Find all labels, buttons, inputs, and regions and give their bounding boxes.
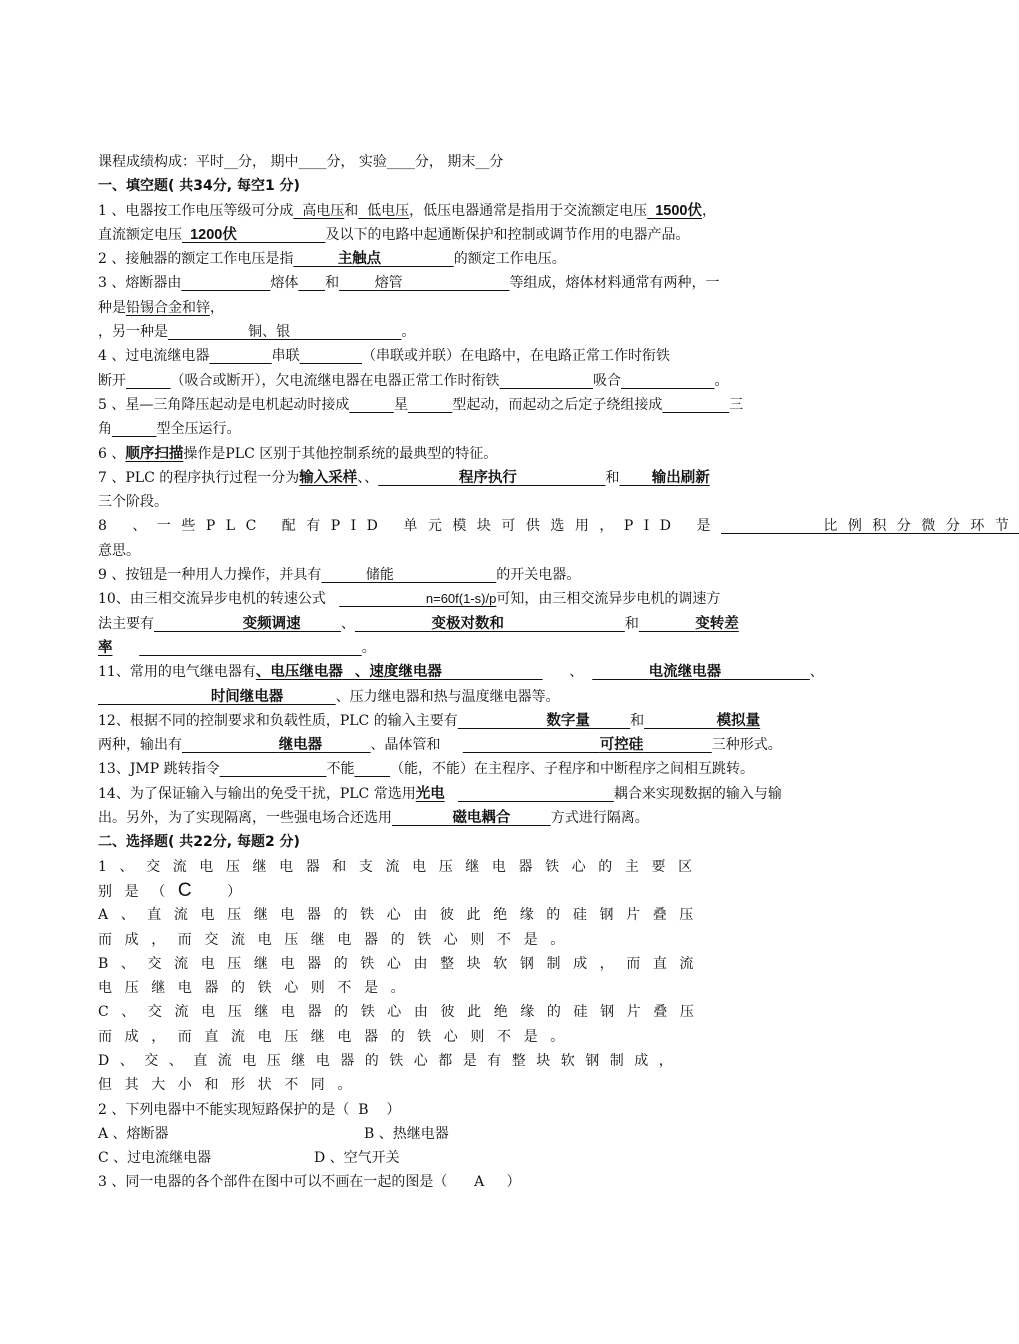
c2-question: 2 、下列电器中不能实现短路保护的是（ <box>98 1101 350 1118</box>
q3-text: 和 <box>325 275 340 292</box>
section-title: 二、选择题( 共22分, 每题2 分) <box>98 834 300 851</box>
q4-blank2 <box>126 373 171 389</box>
c1-question: 1、交流电压继电器和支流电压继电器铁心的主要区 <box>98 858 705 875</box>
q10-blank4 <box>639 616 739 632</box>
q7-text: 7 、PLC 的程序执行过程一分为 <box>98 469 300 486</box>
q5-text: 型起动，而起动之后定子绕组接成 <box>452 396 663 413</box>
c1-option-b: 电压继电器的铁心则不是。 <box>98 980 418 997</box>
c2-opts-line1 <box>98 1122 858 1146</box>
c2-q-line <box>98 1098 858 1122</box>
q12-line2 <box>98 733 858 757</box>
q1-blank2 <box>358 203 409 219</box>
q10-answer1: n=60f(1-s)/p <box>425 591 497 607</box>
grade-composition <box>98 150 858 174</box>
exam-page <box>98 150 1019 1195</box>
q1-line1 <box>98 199 858 223</box>
c1-q-line2 <box>98 879 858 903</box>
c2-option-d: D 、空气开关 <box>314 1150 400 1167</box>
q5-blank2 <box>662 397 729 413</box>
q3-text: 3 、熔断器由 <box>98 275 182 292</box>
q3-answer2: 熔管 <box>374 275 403 292</box>
q7-answer1: 输入采样 <box>299 469 358 486</box>
q1-text: 和 <box>344 202 359 219</box>
c3-answer: A <box>474 1174 485 1191</box>
q7-blank2 <box>378 470 605 486</box>
c1-option-c: 而成，而直流电压继电器的铁心则不是。 <box>98 1028 577 1045</box>
q11-line1 <box>98 660 858 684</box>
q11-blank4 <box>98 689 336 705</box>
c3-question: ） <box>506 1174 521 1191</box>
q12-blank2 <box>644 713 760 729</box>
q3-blank1b <box>298 275 325 291</box>
section-title: 一、填空题( 共34分, 每空1 分) <box>98 178 300 195</box>
c1-optB-line2 <box>98 976 858 1000</box>
q12-line1 <box>98 709 858 733</box>
q9-line <box>98 563 858 587</box>
c1-question: ） <box>227 883 242 900</box>
q9-blank <box>321 567 496 583</box>
q8-blank <box>721 518 1019 534</box>
q11-line2 <box>98 685 858 709</box>
c1-q-line1 <box>98 855 858 879</box>
q14-line2 <box>98 806 858 830</box>
q11-text: 、 <box>569 664 584 681</box>
q1-text: 1 、电器按工作电压等级可分成 <box>98 202 294 219</box>
q2-text: 的额定工作电压。 <box>453 251 566 268</box>
q4-answer1: 串联 <box>271 348 300 365</box>
q3-answer4: 铜、银 <box>248 324 291 341</box>
q10-answer4: 变转差 <box>695 615 739 632</box>
q14-answer2: 磁电耦合 <box>452 810 511 827</box>
q1-text: 直流额定电压 <box>98 226 182 243</box>
q10-blank1 <box>339 591 496 606</box>
q3-text: 。 <box>401 324 416 341</box>
q5-line1 <box>98 393 858 417</box>
q5-answer1: 星 <box>393 396 408 413</box>
c1-option-a: 而成，而交流电压继电器的铁心则不是。 <box>98 931 577 948</box>
q12-text: 和 <box>630 712 645 729</box>
q12-text: 三种形式。 <box>711 737 782 754</box>
q7-text: 三个阶段。 <box>98 494 168 511</box>
q7-answer3: 输出刷新 <box>651 469 710 486</box>
c1-optA-line2 <box>98 928 858 952</box>
q4-blank1b <box>300 348 362 364</box>
q11-blank3 <box>592 664 810 680</box>
q4-line1 <box>98 344 858 368</box>
c1-answer: C <box>177 879 192 901</box>
q11-text: 、 <box>809 664 824 681</box>
q3-line2 <box>98 296 858 320</box>
c1-option-d: 但其大小和形状不同。 <box>98 1077 364 1094</box>
q4-blank3b <box>621 373 714 389</box>
q12-blank3 <box>182 737 371 753</box>
q10-answer2: 变频调速 <box>242 615 301 632</box>
q6-text: 6 、 <box>98 445 126 462</box>
c2-option-b: B 、热继电器 <box>364 1125 449 1142</box>
q7-answer2: 程序执行 <box>458 469 517 486</box>
c2-option-c: C 、过电流继电器 <box>98 1150 212 1167</box>
c1-optA-line1 <box>98 903 858 927</box>
q13-text: （能，不能）在主程序、子程序和中断程序之间相互跳转。 <box>390 761 755 778</box>
q6-answer: 顺序扫描 <box>125 445 184 462</box>
q1-answer4: 1200伏 <box>190 226 237 243</box>
q1-blank1 <box>293 203 344 219</box>
c1-option-c: C、交流电压继电器的铁心由彼此绝缘的硅钢片叠压 <box>98 1004 707 1021</box>
c3-q-line <box>98 1170 858 1194</box>
q13-line <box>98 757 858 781</box>
q13-text: 13、JMP 跳转指令 <box>98 761 220 778</box>
q5-text: 5 、星—三角降压起动是电机起动时接成 <box>98 396 350 413</box>
q3-line1 <box>98 271 858 295</box>
q5-blank1 <box>349 397 394 413</box>
q11-text: 、压力继电器和热与温度继电器等。 <box>335 688 560 705</box>
q7-blank3 <box>619 470 709 486</box>
q3-line3 <box>98 320 858 344</box>
q9-text: 的开关电器。 <box>496 567 581 584</box>
c1-option-b: B、交流电压继电器的铁心由整块软钢制成，而直流 <box>98 955 707 972</box>
grade-text: 课程成绩构成：平时__分， 期中____分， 实验____分， 期末__分 <box>98 154 504 170</box>
q4-text: （吸合或断开），欠电流继电器在电器正常工作时衔铁 <box>170 372 500 389</box>
q3-answer3: 铅锡合金和锌 <box>126 299 210 316</box>
q10-line2 <box>98 612 858 636</box>
q7-text: 和 <box>605 469 620 486</box>
q6-text: 操作是PLC 区别于其他控制系统的最典型的特征。 <box>183 445 498 462</box>
q13-blank2 <box>354 761 390 777</box>
q7-line1 <box>98 466 858 490</box>
q12-answer1: 数字量 <box>546 712 590 729</box>
q4-answer3: 吸合 <box>592 372 621 389</box>
c1-option-d: D、交、直流电压继电器的铁心都是有整块软钢制成， <box>98 1052 684 1069</box>
q4-blank3 <box>500 373 593 389</box>
q14-line1 <box>98 782 858 806</box>
q2-answer: 主触点 <box>337 251 382 268</box>
c1-optC-line2 <box>98 1025 858 1049</box>
q3-text: ，另一种是 <box>98 324 168 341</box>
q12-answer2: 模拟量 <box>716 712 761 729</box>
q1-text: ， <box>702 202 716 219</box>
q12-answer4: 可控硅 <box>599 737 644 754</box>
q10-answer4b: 率 <box>98 639 113 656</box>
q12-answer3: 继电器 <box>278 737 323 754</box>
q5-blank1b <box>408 397 453 413</box>
q4-text: 。 <box>714 372 729 389</box>
q11-blank1 <box>256 664 543 680</box>
q2-blank <box>293 251 453 267</box>
c1-optD-line1 <box>98 1049 858 1073</box>
q12-text: 两种，输出有 <box>98 737 182 754</box>
q9-answer: 储能 <box>365 567 394 584</box>
q3-blank4 <box>168 324 401 340</box>
q8-line2 <box>98 539 858 563</box>
q10-line1 <box>98 587 858 611</box>
q13-blank1 <box>220 761 327 777</box>
q7-line2 <box>98 490 858 514</box>
section-fill-blank-title <box>98 174 858 198</box>
q13-answer: 不能 <box>326 761 355 778</box>
c2-option-a: A 、熔断器 <box>98 1125 169 1142</box>
q10-text: 可知，由三相交流异步电机的调速方 <box>496 591 721 608</box>
q1-answer2: 低电压 <box>367 202 410 219</box>
q10-blank4b <box>139 640 362 656</box>
q10-text: 和 <box>624 615 639 632</box>
q1-blank4 <box>182 227 325 243</box>
q5-answer2: 三 <box>729 396 744 413</box>
q14-blank1 <box>458 786 614 802</box>
q10-text: 、 <box>340 615 355 632</box>
q3-text: 等组成，熔体材料通常有两种，一 <box>509 275 720 292</box>
q4-text: （串联或并联）在电路中，在电路正常工作时衔铁 <box>361 348 670 365</box>
q10-text: 法主要有 <box>98 615 154 632</box>
q4-blank1 <box>209 348 271 364</box>
q12-text: 、晶体管和 <box>370 737 441 754</box>
c1-optC-line1 <box>98 1000 858 1024</box>
q4-text: 4 、过电流继电器 <box>98 348 210 365</box>
q14-answer1: 光电 <box>415 785 445 802</box>
q12-blank1 <box>458 713 630 729</box>
q14-text: 方式进行隔离。 <box>550 810 649 827</box>
q3-blank2 <box>339 275 509 291</box>
q9-text: 9 、按钮是一种用人力操作，并具有 <box>98 567 322 584</box>
q1-answer1: 高电压 <box>302 202 345 219</box>
q12-blank4 <box>463 737 712 753</box>
section-choice-title <box>98 830 858 854</box>
c1-question: 别是（ <box>98 883 178 900</box>
q1-line2 <box>98 223 858 247</box>
q11-answer3: 电流继电器 <box>648 664 722 681</box>
q12-text: 12、根据不同的控制要求和负载性质，PLC 的输入主要有 <box>98 712 458 729</box>
q3-text: 种是 <box>98 299 126 316</box>
q3-blank1 <box>181 275 270 291</box>
q8-text: 意思。 <box>98 542 140 559</box>
q8-line1 <box>98 514 1019 538</box>
c3-question: 3 、同一电器的各个部件在图中可以不画在一起的图是（ <box>98 1174 448 1191</box>
q2-text: 2 、接触器的额定工作电压是指 <box>98 251 294 268</box>
q14-text: 14、为了保证输入与输出的免受干扰，PLC 常选用 <box>98 785 416 802</box>
q3-text: ， <box>210 299 224 316</box>
q11-answer1: 、电压继电器 <box>255 664 343 681</box>
q1-text: 及以下的电路中起通断保护和控制或调节作用的电器产品。 <box>325 226 690 243</box>
q4-line2 <box>98 369 858 393</box>
q5-answer2b: 角 <box>98 421 112 438</box>
q1-blank3 <box>647 203 702 219</box>
c2-answer: B <box>358 1101 369 1118</box>
q7-text: 、、 <box>357 469 379 486</box>
q1-text: ，低压电器通常是指用于交流额定电压 <box>409 202 648 219</box>
q10-blank2 <box>154 616 341 632</box>
q14-blank2 <box>392 810 551 826</box>
c2-opts-line2 <box>98 1146 858 1170</box>
q10-line3 <box>98 636 858 660</box>
q2-line <box>98 247 858 271</box>
q5-line2 <box>98 417 858 441</box>
q14-text: 出。另外，为了实现隔离，一些强电场合还选用 <box>98 810 392 827</box>
c1-option-a: A、直流电压继电器的铁心由彼此绝缘的硅钢片叠压 <box>98 907 706 924</box>
q14-text: 耦合来实现数据的输入与输 <box>613 785 782 802</box>
c2-question: ） <box>386 1101 401 1118</box>
q10-answer3: 变极对数和 <box>431 615 504 632</box>
c1-optB-line1 <box>98 952 858 976</box>
q10-text: 10、由三相交流异步电机的转速公式 <box>98 591 326 608</box>
q10-blank3 <box>355 616 625 632</box>
q3-answer1: 熔体 <box>270 275 299 292</box>
q6-line <box>98 442 858 466</box>
q10-text: 。 <box>361 639 376 656</box>
q4-answer2: 断开 <box>98 372 126 389</box>
q8-answer: 比例积分微分环节 <box>823 518 1019 535</box>
q5-text: 型全压运行。 <box>156 421 241 438</box>
c1-optD-line2 <box>98 1073 858 1097</box>
q8-text: 8 、一些PLC 配有PID 单元模块可供选用，PID 是 <box>98 518 721 535</box>
q11-answer2: 、速度继电器 <box>354 664 442 681</box>
q11-text: 11、常用的电气继电器有 <box>98 664 256 681</box>
q5-blank2b <box>112 421 157 437</box>
q1-answer3: 1500伏 <box>655 202 702 219</box>
q11-answer4: 时间继电器 <box>210 688 284 705</box>
